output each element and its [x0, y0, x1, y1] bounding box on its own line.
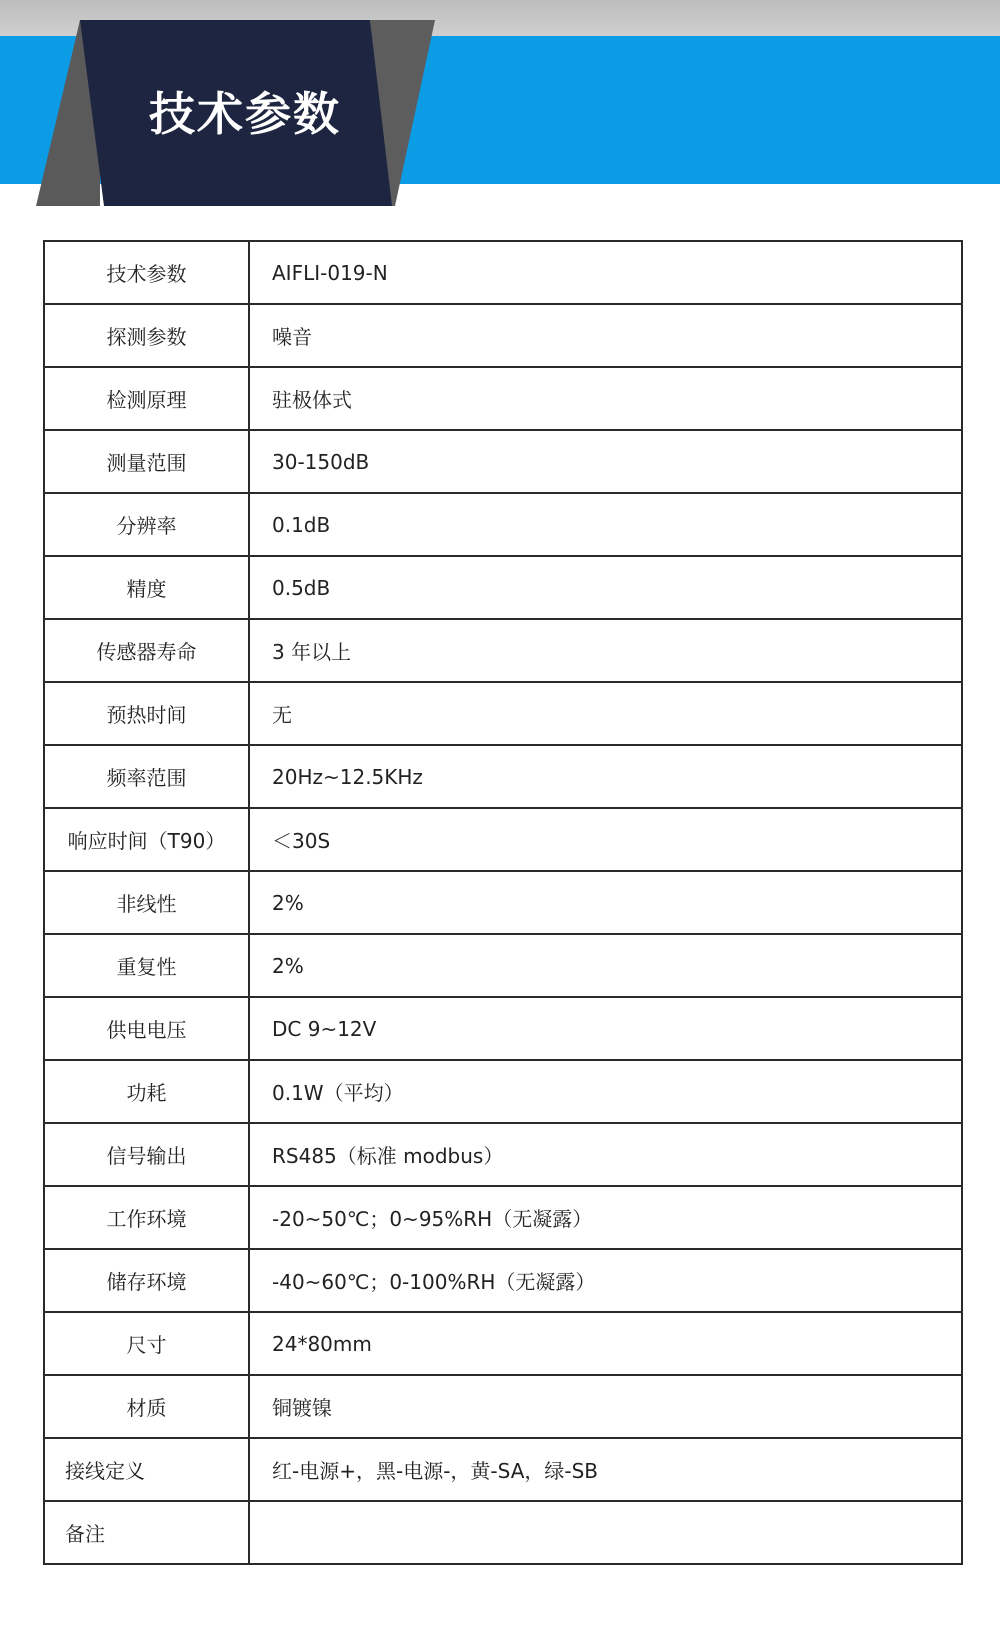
spec-value: 2%	[249, 871, 962, 934]
spec-value: ＜30S	[249, 808, 962, 871]
spec-row	[44, 493, 962, 556]
spec-row	[44, 619, 962, 682]
spec-label: 供电电压	[44, 997, 249, 1060]
spec-row	[44, 367, 962, 430]
spec-label: 备注	[44, 1501, 249, 1564]
spec-value: DC 9~12V	[249, 997, 962, 1060]
spec-row	[44, 808, 962, 871]
spec-row	[44, 997, 962, 1060]
spec-value: 20Hz~12.5KHz	[249, 745, 962, 808]
spec-label: 信号输出	[44, 1123, 249, 1186]
spec-row	[44, 304, 962, 367]
spec-label: 测量范围	[44, 430, 249, 493]
spec-label: 尺寸	[44, 1312, 249, 1375]
spec-label: 重复性	[44, 934, 249, 997]
spec-value: -40~60℃；0-100%RH（无凝露）	[249, 1249, 962, 1312]
spec-value: 0.1dB	[249, 493, 962, 556]
spec-label: 频率范围	[44, 745, 249, 808]
spec-label: 分辨率	[44, 493, 249, 556]
spec-row	[44, 1060, 962, 1123]
spec-value: AIFLI-019-N	[249, 241, 962, 304]
page-title: 技术参数	[149, 87, 341, 141]
spec-value	[249, 1501, 962, 1564]
spec-label: 响应时间（T90）	[44, 808, 249, 871]
spec-value: 噪音	[249, 304, 962, 367]
spec-label: 工作环境	[44, 1186, 249, 1249]
spec-row	[44, 1375, 962, 1438]
spec-row	[44, 1438, 962, 1501]
spec-label: 检测原理	[44, 367, 249, 430]
spec-table	[43, 240, 963, 1565]
spec-label: 功耗	[44, 1060, 249, 1123]
spec-row	[44, 871, 962, 934]
spec-row	[44, 682, 962, 745]
spec-label: 储存环境	[44, 1249, 249, 1312]
spec-label: 非线性	[44, 871, 249, 934]
spec-value: 24*80mm	[249, 1312, 962, 1375]
spec-label: 接线定义	[44, 1438, 249, 1501]
spec-label: 精度	[44, 556, 249, 619]
spec-row	[44, 1123, 962, 1186]
spec-value: 2%	[249, 934, 962, 997]
spec-value: 红-电源+，黑-电源-，黄-SA，绿-SB	[249, 1438, 962, 1501]
spec-row	[44, 745, 962, 808]
spec-label: 预热时间	[44, 682, 249, 745]
spec-value: 30-150dB	[249, 430, 962, 493]
spec-row	[44, 556, 962, 619]
spec-label: 探测参数	[44, 304, 249, 367]
spec-value: 0.5dB	[249, 556, 962, 619]
spec-value: 铜镀镍	[249, 1375, 962, 1438]
spec-row	[44, 1312, 962, 1375]
spec-value: 无	[249, 682, 962, 745]
spec-row	[44, 1249, 962, 1312]
spec-row	[44, 1501, 962, 1564]
spec-row	[44, 430, 962, 493]
spec-value: 3 年以上	[249, 619, 962, 682]
spec-row	[44, 241, 962, 304]
spec-row	[44, 1186, 962, 1249]
spec-label: 传感器寿命	[44, 619, 249, 682]
spec-label: 技术参数	[44, 241, 249, 304]
spec-value: -20~50℃；0~95%RH（无凝露）	[249, 1186, 962, 1249]
spec-row	[44, 934, 962, 997]
spec-value: 驻极体式	[249, 367, 962, 430]
spec-value: RS485（标准 modbus）	[249, 1123, 962, 1186]
spec-value: 0.1W（平均）	[249, 1060, 962, 1123]
spec-label: 材质	[44, 1375, 249, 1438]
